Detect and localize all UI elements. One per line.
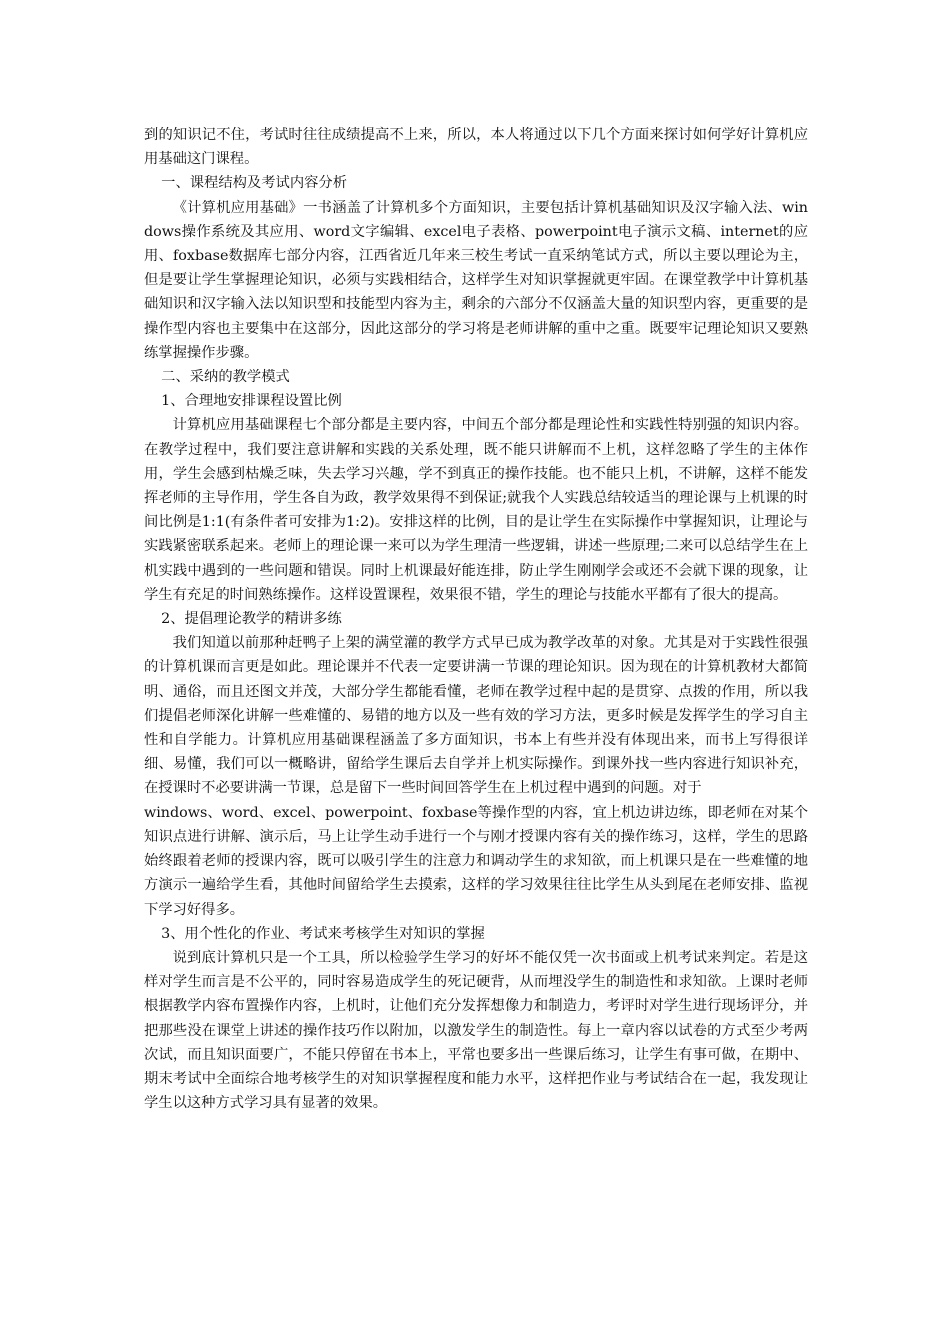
paragraph-personalized-assessment: 说到底计算机只是一个工具，所以检验学生学习的好坏不能仅凭一次书面或上机考试来判定。若是这样对学生而言是不公平的，同时容易造成学生的死记硬背，从而埋没学生的制造性和求知欲。上课时老师根据教学内容布置操作内容，上机时，让他们充分发挥想像力和制造力，考评时对学生进行现场评分，并把那些没在课堂上讲述的操作技巧作以附加，以激发学生的制造性。每上一章内容以试卷的方式至少考两次试，而且知识面要广，不能只停留在书本上，平常也要多出一些课后练习，让学生有事可做，在期中、期末考试中全面综合地考核学生的对知识掌握程度和能力水平，这样把作业与考试结合在一起，我发现让学生以这种方式学习具有显著的效果。 <box>144 949 808 1112</box>
subheading-course-ratio: 1、合理地安排课程设置比例 <box>161 393 342 410</box>
paragraph-operation-content: windows、word、excel、powerpoint、foxbase等操作型的内容，宜上机边讲边练，即老师在对某个知识点进行讲解、演示后，马上让学生动手进行一个与刚才授课内容有关的操作练习，这样，学生的思路始终跟着老师的授课内容，既可以吸引学生的注意力和调动学生的求知欲，而上机课只是在一些难懂的地方演示一遍给学生看，其他时间留给学生去摸索，这样的学习效果往往比学生从头到尾在老师安排、监视下学习好得多。 <box>144 804 808 918</box>
continuation-paragraph: 到的知识记不住，考试时往往成绩提高不上来，所以，本人将通过以下几个方面来探讨如何学好计算机应用基础这门课程。 <box>144 127 808 168</box>
paragraph-course-ratio: 计算机应用基础课程七个部分都是主要内容，中间五个部分都是理论性和实践性特别强的知识内容。在教学过程中，我们要注意讲解和实践的关系处理，既不能只讲解而不上机，这样忽略了学生的主体作用，学生会感到枯燥乏味，失去学习兴趣，学不到真正的操作技能。也不能只上机，不讲解，这样不能发挥老师的主导作用，学生各自为政，教学效果得不到保证;就我个人实践总结较适当的理论课与上机课的时间比例是1:1(有条件者可安排为1:2)。安排这样的比例，目的是让学生在实际操作中掌握知识，让理论与实践紧密联系起来。老师上的理论课一来可以为学生理清一些逻辑，讲述一些原理;二来可以总结学生在上机实践中遇到的一些问题和错误。同时上机课最好能连排，防止学生刚刚学会或还不会就下课的现象，让学生有充足的时间熟练操作。这样设置课程，效果很不错，学生的理论与技能水平都有了很大的提高。 <box>144 417 808 603</box>
section-heading-teaching-mode: 二、采纳的教学模式 <box>161 369 290 386</box>
paragraph-concise-teaching: 我们知道以前那种赶鸭子上架的满堂灌的教学方式早已成为教学改革的对象。尤其是对于实践性很强的计算机课而言更是如此。理论课并不代表一定要讲满一节课的理论知识。因为现在的计算机教材大都简明、通俗，而且还图文并茂，大部分学生都能看懂，老师在教学过程中起的是贯穿、点拨的作用，所以我们提倡老师深化讲解一些难懂的、易错的地方以及一些有效的学习方法，更多时候是发挥学生的学习自主性和自学能力。计算机应用基础课程涵盖了多方面知识，书本上有些并没有体现出来，而书上写得很详细、易懂，我们可以一概略讲，留给学生课后去自学并上机实际操作。到课外找一些内容进行知识补充，在授课时不必要讲满一节课，总是留下一些时间回答学生在上机过程中遇到的问题。对于 <box>144 635 808 797</box>
subheading-concise-teaching: 2、提倡理论教学的精讲多练 <box>161 611 342 628</box>
document-page <box>144 123 808 1115</box>
section-heading-course-structure: 一、课程结构及考试内容分析 <box>161 175 348 192</box>
paragraph-course-structure: 《计算机应用基础》一书涵盖了计算机多个方面知识，主要包括计算机基础知识及汉字输入法、windows操作系统及其应用、word文字编辑、excel电子表格、powerpoint电子演示文稿、internet的应用、foxbase数据库七部分内容，江西省近几年来三校生考试一直采纳笔试方式，所以主要以理论为主，但是要让学生掌握理论知识，必须与实践相结合，这样学生对知识掌握就更牢固。在课堂教学中计算机基础知识和汉字输入法以知识型和技能型内容为主，剩余的六部分不仅涵盖大量的知识型内容，更重要的是操作型内容也主要集中在这部分，因此这部分的学习将是老师讲解的重中之重。既要牢记理论知识又要熟练掌握操作步骤。 <box>144 199 808 361</box>
subheading-personalized-assessment: 3、用个性化的作业、考试来考核学生对知识的掌握 <box>161 925 485 942</box>
